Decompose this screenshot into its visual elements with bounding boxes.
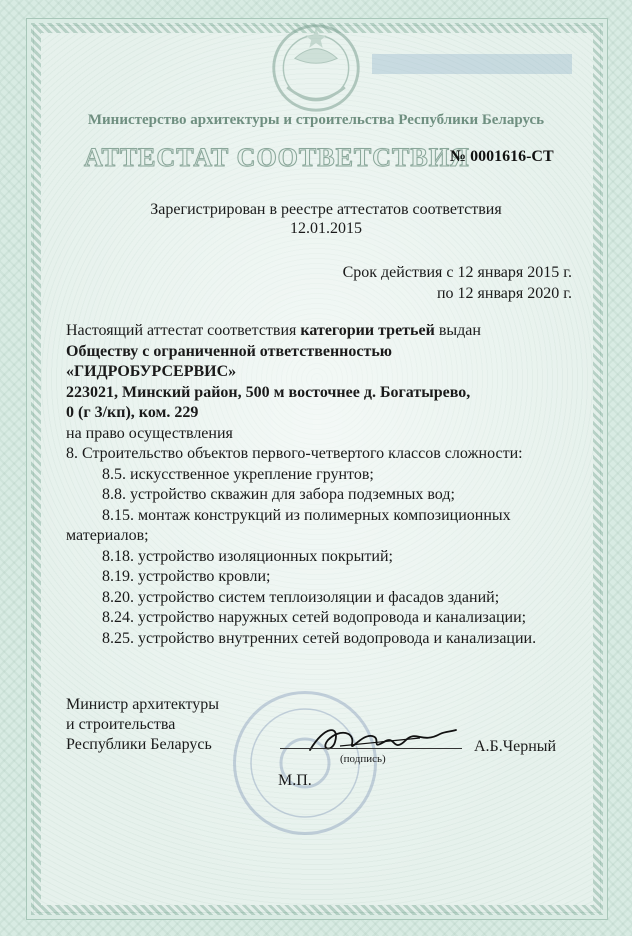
signer-title (66, 695, 219, 755)
list-item-continuation: материалов; (66, 527, 149, 544)
intro-suffix: выдан (438, 322, 481, 339)
ministry-name: Министерство архитектуры и строительства Республики Беларусь (87, 112, 545, 128)
list-item: 8.8. устройство скважин для забора подземных вод; (102, 486, 455, 503)
certificate-body (66, 321, 576, 649)
section-heading: 8. Строительство объектов первого-четвертого классов сложности: (66, 445, 523, 462)
signer-title-line: Республики Беларусь (66, 736, 212, 753)
signature-line (280, 748, 462, 749)
address-line-2: 0 (г 3/кп), ком. 229 (66, 404, 199, 421)
validity-from: Срок действия с 12 января 2015 г. (342, 264, 572, 281)
signer-title-line: и строительства (66, 716, 176, 733)
intro-line (66, 321, 576, 342)
list-item: 8.19. устройство кровли; (102, 568, 271, 585)
list-item: 8.20. устройство систем теплоизоляции и фасадов зданий; (102, 588, 500, 606)
intro-prefix: Настоящий аттестат соответствия (66, 322, 297, 339)
registration-text: Зарегистрирован в реестре аттестатов соответствия (150, 201, 502, 218)
company-name: «ГИДРОБУРСЕРВИС» (66, 363, 237, 380)
title-row (84, 143, 604, 173)
certificate-title: АТТЕСТАТ СООТВЕТСТВИЯ (84, 143, 470, 172)
seal-place-label: М.П. (278, 772, 312, 789)
list-item: 8.24. устройство наружных сетей водопровода и канализации; (102, 609, 527, 626)
certificate-number: № 0001616-СТ (450, 148, 554, 165)
intro-category: категории третьей (300, 322, 435, 339)
list-item: 8.15. монтаж конструкций из полимерных композиционных (102, 506, 511, 524)
list-item: 8.5. искусственное укрепление грунтов; (102, 465, 374, 483)
company-line-1: Обществу с ограниченной ответственностью (66, 342, 393, 360)
validity-to: по 12 января 2020 г. (436, 285, 572, 302)
right-text: на право осуществления (66, 424, 233, 442)
address-line-1: 223021, Минский район, 500 м восточнее д. Богатырево, (66, 383, 471, 401)
list-item: 8.18. устройство изоляционных покрытий; (102, 547, 393, 565)
state-emblem-icon (268, 20, 364, 116)
signature-caption: (подпись) (340, 753, 386, 765)
signer-name: А.Б.Черный (474, 738, 557, 755)
watermark-band (372, 54, 572, 74)
registration-date: 12.01.2015 (290, 220, 362, 237)
list-item: 8.25. устройство внутренних сетей водопровода и канализации. (102, 629, 537, 647)
signer-title-line: Министр архитектуры (66, 696, 220, 713)
